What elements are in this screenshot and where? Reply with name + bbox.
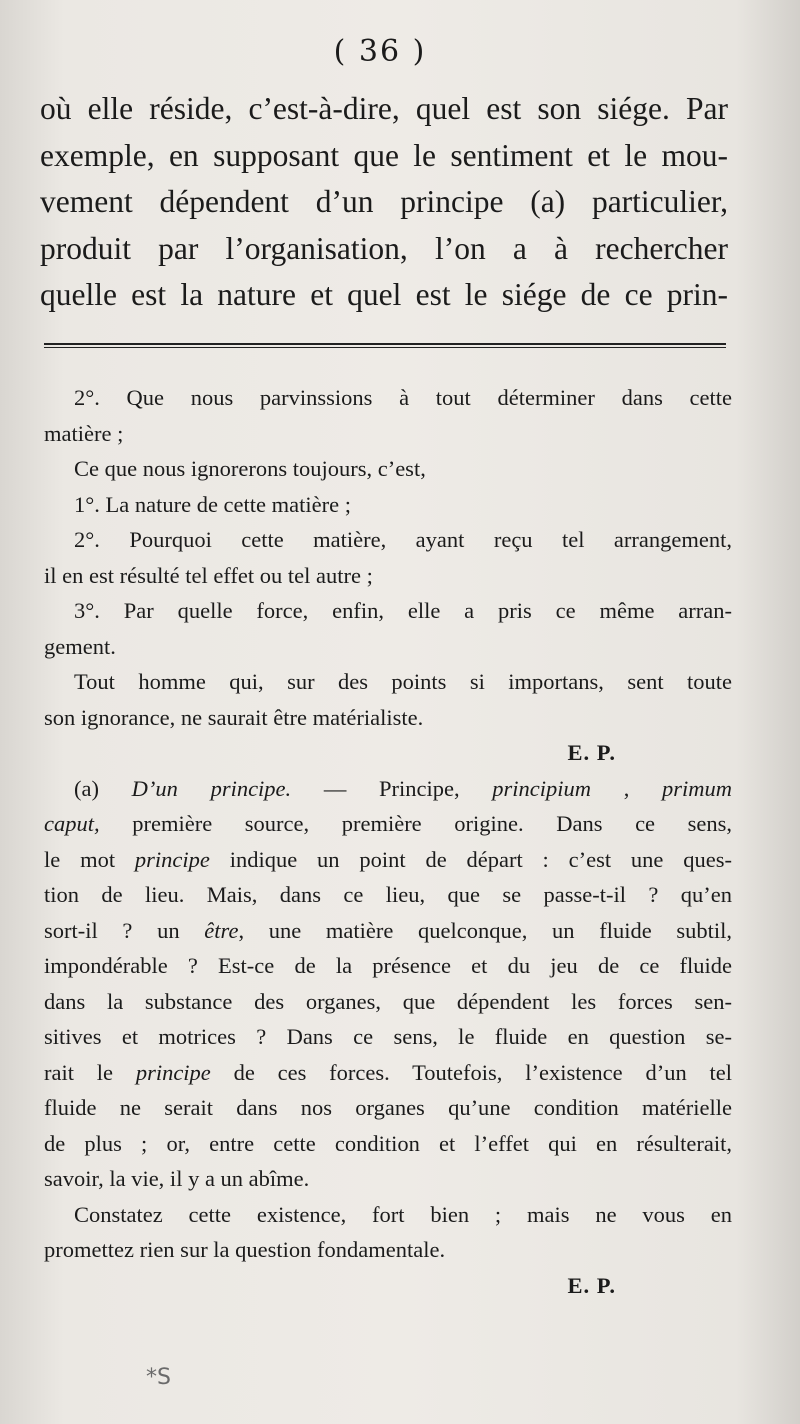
note-line: matière ; [44, 420, 124, 446]
latin-term: caput, [44, 811, 100, 836]
note-line: 2°. Que nous parvinssions à tout déterminer dans cette [74, 385, 732, 410]
body-line: où elle réside, c’est-à-dire, quel est son siége. Par [40, 91, 728, 126]
latin-term: primum [662, 775, 733, 801]
footnote-a-line: sitives et motrices ? Dans ce sens, le fluide en question se- [44, 1024, 732, 1049]
signature: E. P. [567, 740, 616, 765]
footnote-marker: (a) [74, 775, 99, 801]
footnote-a-line [44, 806, 732, 842]
note-text: sort-il ? un [44, 917, 180, 943]
note-line: il en est résulté tel effet ou tel autre ; [44, 562, 373, 588]
note-text: — Principe, [323, 775, 460, 801]
note-line: Tout homme qui, sur des points si importans, sent toute [74, 669, 732, 694]
note-text: indique un point de départ : c’est une ques- [229, 846, 732, 872]
footnote-a-line: (a) D’un principe. — Principe, principium , primum [74, 775, 733, 801]
italic-term: principe [135, 1059, 211, 1085]
footnote-a-line [44, 842, 732, 878]
footnote-a-line: de plus ; or, entre cette condition et l’effet qui en résulterait, [44, 1130, 732, 1156]
note-line: son ignorance, ne saurait être matérialiste. [44, 704, 424, 730]
footnote-divider [44, 343, 726, 348]
note-line: Ce que nous ignorerons toujours, c’est, [74, 456, 426, 481]
note-line: 2°. Pourquoi cette matière, ayant reçu tel arrangement, [74, 527, 732, 552]
italic-term: être [204, 917, 239, 943]
footnote-heading: D’un principe. [131, 775, 292, 801]
note-text: de ces forces. Toutefois, l’existence d’un tel [233, 1059, 732, 1085]
note-text: rait le [44, 1059, 114, 1085]
note-line: 3°. Par quelle force, enfin, elle a pris ce même arran- [74, 598, 732, 623]
body-line: vement dépendent d’un principe (a) particulier, [40, 184, 728, 219]
italic-term: principe [134, 846, 210, 872]
library-stamp-mark: *S [146, 1365, 171, 1390]
footnote-a-line: impondérable ? Est-ce de la présence et du jeu de ce fluide [44, 953, 732, 978]
footnote-a-line: promettez rien sur la question fondamentale. [44, 1237, 446, 1262]
main-body-text [40, 86, 728, 319]
latin-term: principium [492, 775, 592, 801]
footnote-a-line: Constatez cette existence, fort bien ; mais ne vous en [74, 1201, 732, 1227]
body-line: produit par l’organisation, l’on a à rechercher [40, 230, 728, 266]
footnote-a-line: tion de lieu. Mais, dans ce lieu, que se passe-t-il ? qu’en [44, 882, 732, 907]
note-text: , une matière quelconque, un fluide subtil, [238, 917, 733, 943]
page-number: ( 36 ) [333, 34, 427, 69]
signature: E. P. [567, 1272, 616, 1298]
footnote-a-line: fluide ne serait dans nos organes qu’une condition matérielle [44, 1095, 732, 1120]
note-line: 1°. La nature de cette matière ; [74, 491, 351, 517]
note-text: première source, première origine. Dans ce sens, [132, 811, 733, 836]
note-text: le mot [44, 846, 116, 872]
note-line: gement. [44, 633, 116, 659]
body-line: quelle est la nature et quel est le siége de ce prin- [40, 277, 728, 312]
footnote-a-line: dans la substance des organes, que dépendent les forces sen- [44, 988, 732, 1014]
footnote-a-line [44, 913, 732, 949]
footnote-a-line: savoir, la vie, il y a un abîme. [44, 1166, 310, 1191]
body-line: exemple, en supposant que le sentiment et le mou- [40, 137, 728, 173]
footnote-a-line [44, 1055, 732, 1091]
footnotes [44, 380, 732, 1303]
